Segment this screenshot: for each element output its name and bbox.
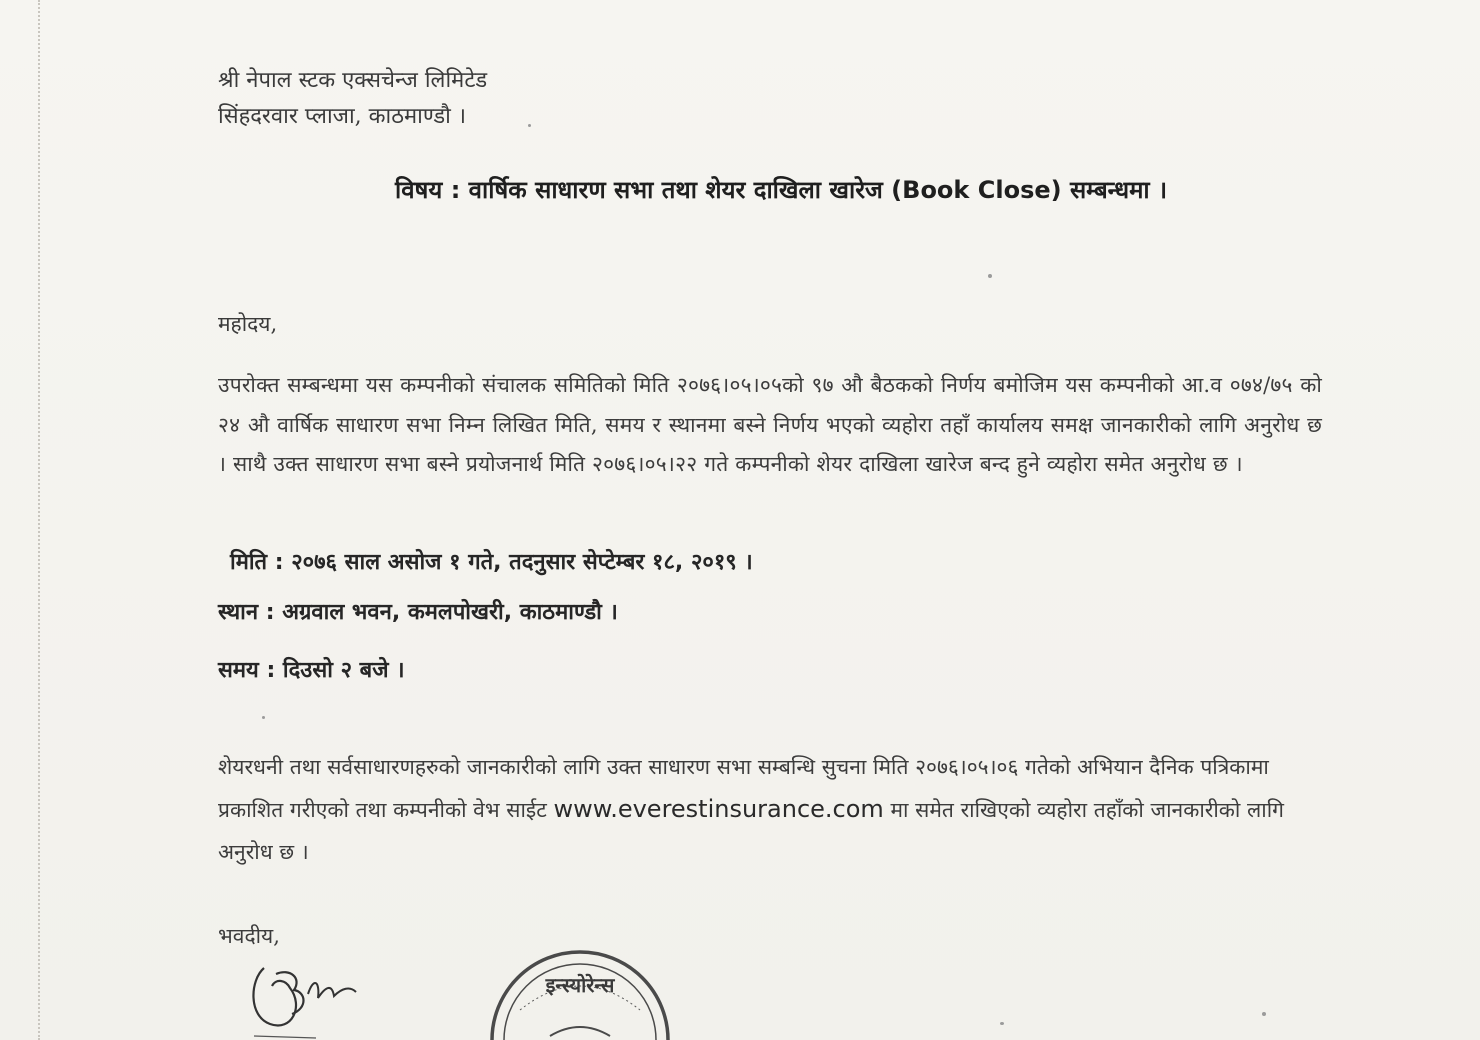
- handwritten-signature: [246, 958, 386, 1040]
- page-edge-line: [38, 0, 40, 1040]
- scan-speck: [528, 124, 531, 127]
- company-seal: [480, 940, 680, 1040]
- closing-text-part-2: मा समेत राखिएको व्यहोरा तहाँको जानकारीको लागि अनुरोध छ ।: [218, 798, 1284, 864]
- body-paragraph: उपरोक्त सम्बन्धमा यस कम्पनीको संचालक समितिको मिति २०७६।०५।०५को ९७ औ बैठकको निर्णय बमोजिम यस कम्पनीको आ.व ०७४/७५ को २४ औ वार्षिक साधारण सभा निम्न लिखित मिति, समय र स्थानमा बस्ने निर्णय भएको व्यहोरा तहाँ कार्यालय समक्ष जानकारीको लागि अनुरोध छ । साथै उक्त साधारण सभा बस्ने प्रयोजनार्थ मिति २०७६।०५।२२ गते कम्पनीको शेयर दाखिला खारेज बन्द हुने व्यहोरा समेत अनुरोध छ ।: [218, 373, 1322, 476]
- closing-text-part-1: शेयरधनी तथा सर्वसाधारणहरुको जानकारीको लागि उक्त साधारण सभा सम्बन्धि सुचना मिति २०७६।०५।०६ गतेको अभियान दैनिक पत्रिकामा प्रकाशित गरीएको तथा कम्पनीको वेभ साईट: [218, 755, 1269, 822]
- addressee-line-2: सिंहदरवार प्लाजा, काठमाण्डौ ।: [218, 104, 467, 129]
- website-url: www.everestinsurance.com: [553, 795, 884, 823]
- meeting-venue: स्थान : अग्रवाल भवन, कमलपोखरी, काठमाण्डौ ।: [218, 600, 618, 625]
- scan-speck: [1000, 1022, 1004, 1025]
- scan-speck: [988, 274, 992, 278]
- salutation: महोदय,: [218, 312, 278, 336]
- meeting-date: मिति : २०७६ साल असोज १ गते, तदनुसार सेप्टेम्बर १८, २०१९ ।: [230, 550, 753, 575]
- closing-paragraph: [218, 746, 1322, 873]
- meeting-time: समय : दिउसो २ बजे ।: [218, 658, 405, 683]
- scan-speck: [1262, 1012, 1266, 1016]
- subject-line: विषय : वार्षिक साधारण सभा तथा शेयर दाखिला खारेज (Book Close) सम्बन्धमा ।: [395, 176, 1168, 204]
- sign-off: भवदीय,: [218, 924, 280, 948]
- seal-text: इन्स्योरेन्स: [545, 973, 615, 997]
- addressee-line-1: श्री नेपाल स्टक एक्सचेन्ज लिमिटेड: [218, 68, 488, 93]
- scan-speck: [262, 716, 265, 719]
